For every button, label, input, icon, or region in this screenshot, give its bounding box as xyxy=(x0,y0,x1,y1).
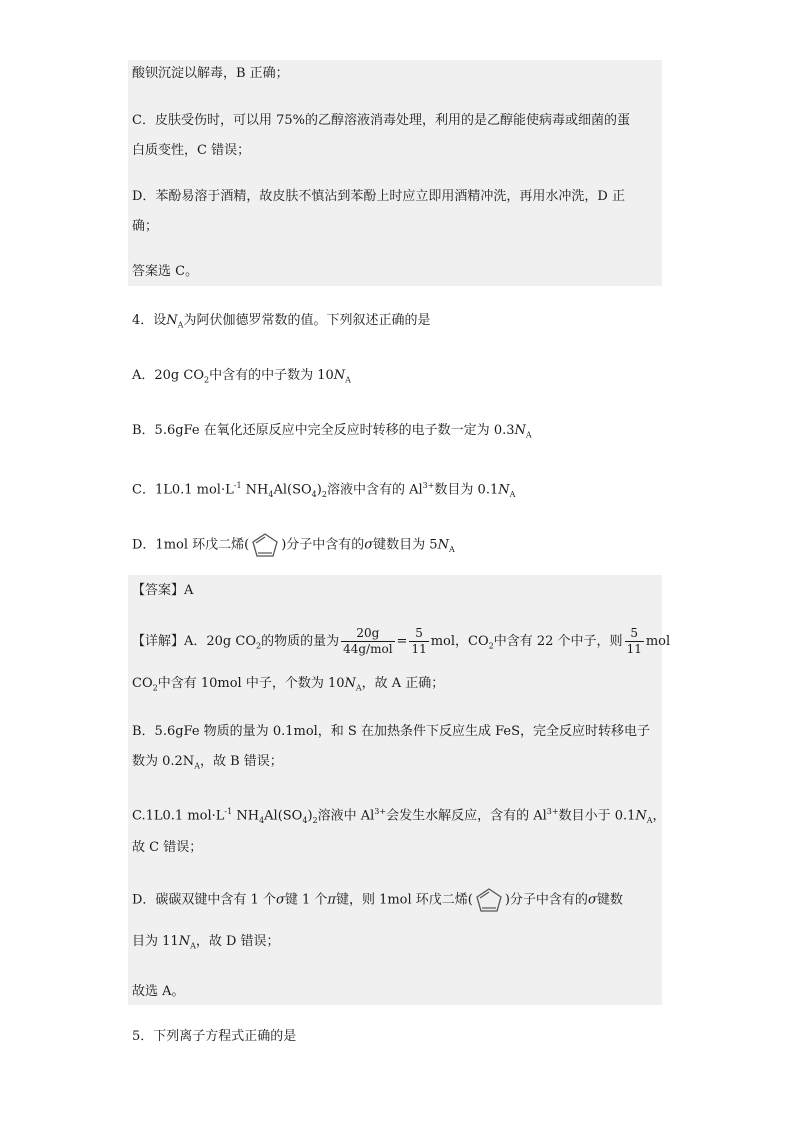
detail-d-line-1: D．碳碳双键中含有 1 个σ键 1 个π键，则 1mol 环戊二烯( )分子中含有的σ键数 xyxy=(132,886,623,914)
text-line: C．皮肤受伤时，可以用 75%的乙醇溶液消毒处理，利用的是乙醇能使病毒或细菌的蛋 xyxy=(132,113,630,128)
fraction: $\frac{5}{11}$ xyxy=(626,626,642,656)
detail-d-line-2: 目为 $11N_A$，故 D 错误； xyxy=(132,934,280,951)
question-4-stem: 4．设$N_A$为阿伏伽德罗常数的值。下列叙述正确的是 xyxy=(132,313,431,330)
option-b: B．5.6gFe 在氧化还原反应中完全反应时转移的电子数一定为 $0.3N_A$ xyxy=(132,423,532,440)
detail-b-line-1: B．5.6gFe 物质的量为 0.1mol，和 S 在加热条件下反应生成 FeS，完全反应时转移电子 xyxy=(132,724,651,739)
question-5-stem: 5．下列离子方程式正确的是 xyxy=(132,1029,297,1044)
answer-label: 【答案】A xyxy=(132,583,194,598)
cyclopentadiene-icon xyxy=(249,531,281,559)
text-line: 答案选 C。 xyxy=(132,264,199,279)
text-line: D．苯酚易溶于酒精，故皮肤不慎沾到苯酚上时应立即用酒精冲洗，再用水冲洗，D 正 xyxy=(132,189,625,204)
detail-b-line-2: 数为 $0.2N_A$，故 B 错误； xyxy=(132,754,283,771)
detail-c-line-1: C.1L0.1 $mol\cdot L^{-1}$ $NH_4Al(SO_4)_2$溶液中 $Al^{3+}$会发生水解反应，含有的 $Al^{3+}$数目小于 $0.1N_A$， xyxy=(132,807,666,825)
option-a: A．20g $CO_2$中含有的中子数为 $10N_A$ xyxy=(132,368,351,385)
fraction: $\frac{5}{11}$ xyxy=(411,626,427,656)
detail-c-line-2: 故 C 错误； xyxy=(132,840,203,855)
final-answer: 故选 A。 xyxy=(132,984,185,999)
cyclopentadiene-icon xyxy=(473,886,505,914)
option-c: C．1L0.1 $mol\cdot L^{-1}$ $NH_4Al(SO_4)_2$溶液中含有的 $Al^{3+}$数目为 $0.1N_A$ xyxy=(132,481,516,499)
fraction: $\frac{20g}{\text{44g/mol}}$ xyxy=(343,626,393,656)
text-line: 确； xyxy=(132,219,159,234)
option-d: D．1mol 环戊二烯( )分子中含有的σ键数目为 $5N_A$ xyxy=(132,531,455,560)
detail-line-1: 【详解】A．20g $CO_2$的物质的量为 $\frac{20g}{\text{44g/mol}}$ = $\frac{5}{11}$ mol，$CO_2$中含有 22 个中子，则 $\frac{5}{11}$ mol xyxy=(132,626,671,656)
text-line: 酸钡沉淀以解毒，B 正确； xyxy=(132,66,289,81)
text-line: 白质变性，C 错误； xyxy=(132,143,251,158)
detail-line-2: $CO_2$中含有 10mol 中子，个数为 $10N_A$，故 A 正确； xyxy=(132,676,445,693)
explanation-block-top xyxy=(128,60,662,286)
